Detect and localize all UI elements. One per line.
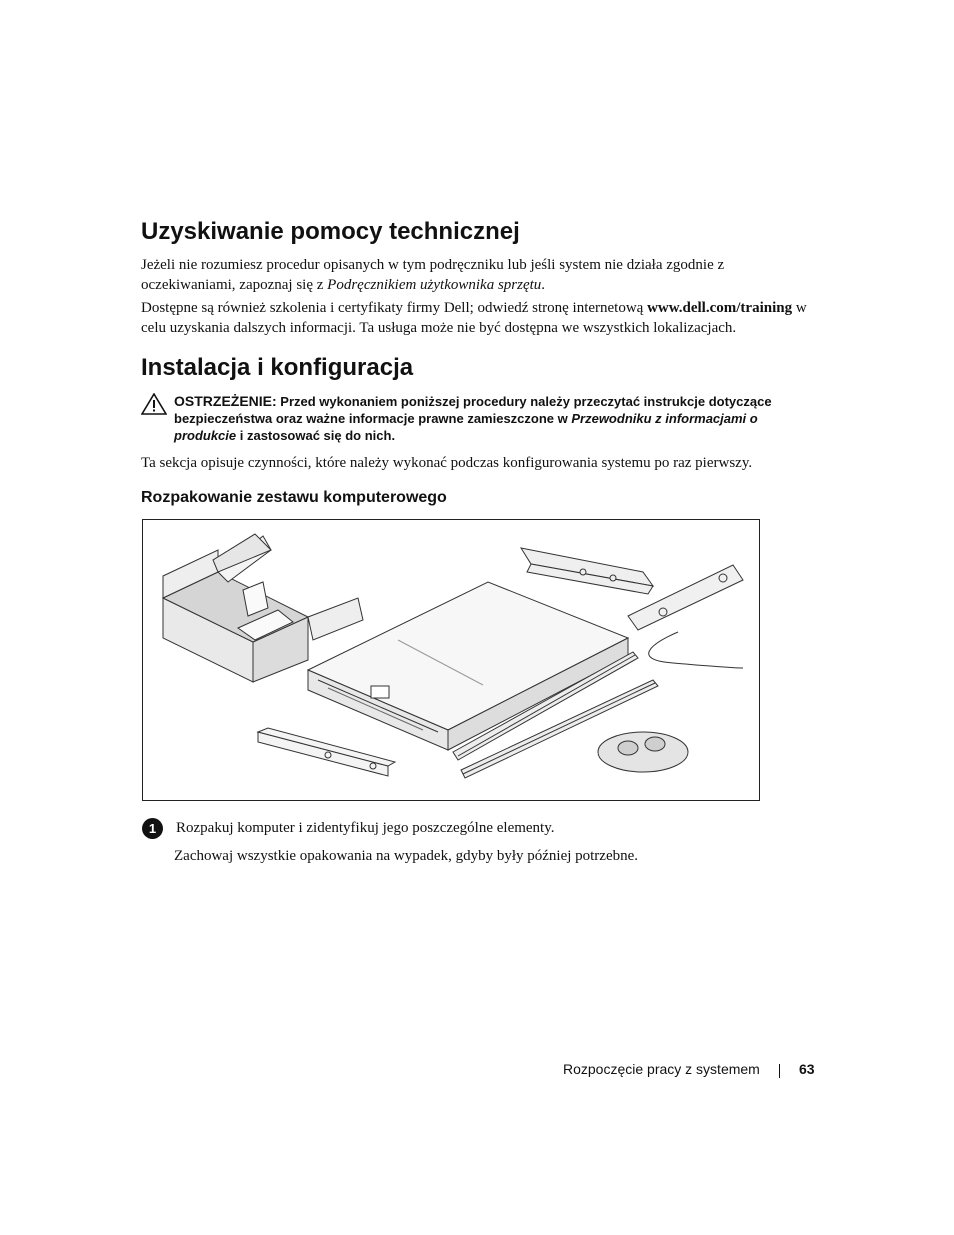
step-number-badge: 1: [142, 818, 163, 839]
user-guide-ref: Podręcznikiem użytkownika sprzętu: [327, 277, 542, 293]
foam-packing-drawing: [598, 732, 688, 772]
cable-arm-drawing: [521, 548, 653, 594]
bezel-drawing: [258, 728, 395, 776]
step-note: Zachowaj wszystkie opakowania na wypadek, gdyby były później potrzebne.: [174, 848, 639, 864]
page-footer: [563, 1061, 823, 1077]
footer-title: Rozpoczęcie pracy z systemem: [563, 1061, 760, 1077]
help-paragraph-1: Jeżeli nie rozumiesz procedur opisanych w tym podręczniku lub jeśli system nie działa zgodnie z oczekiwaniami, zapoznaj się z Podręcznikiem użytkownika sprzętu.: [141, 257, 725, 293]
footer-separator: [779, 1064, 780, 1078]
install-intro: Ta sekcja opisuje czynności, które należy wykonać podczas konfigurowania systemu po raz pierwszy.: [141, 455, 753, 471]
help-paragraph-1-text: Jeżeli nie rozumiesz procedur opisanych w tym podręczniku lub jeśli system nie działa zgodnie z oczekiwaniami, zapoznaj się z: [141, 257, 725, 293]
warning-triangle-icon: [141, 393, 167, 415]
help-paragraph-2: Dostępne są również szkolenia i certyfikaty firmy Dell; odwiedź stronę internetową www.dell.com/training w celu uzyskania dalszych informacji. Ta usługa może nie być dostępna we wszystkich lokalizacjach.: [141, 300, 807, 336]
unpacking-illustration: [142, 519, 760, 801]
step-text: Rozpakuj komputer i zidentyfikuj jego poszczególne elementy.: [176, 820, 555, 836]
page-number: 63: [799, 1061, 815, 1077]
cable-drawing: [649, 632, 743, 668]
section-title-install: Instalacja i konfiguracja: [141, 354, 414, 381]
warning-text: OSTRZEŻENIE: Przed wykonaniem poniższej procedury należy przeczytać instrukcje dotyczące bezpieczeństwa oraz ważne informacje prawne zamieszczone w Przewodniku z informacjami o produkcie i zastosować się do nich.: [174, 393, 772, 443]
section-title-help: Uzyskiwanie pomocy technicznej: [141, 218, 520, 245]
training-link[interactable]: www.dell.com/training: [647, 300, 793, 316]
warning-label: OSTRZEŻENIE:: [174, 393, 277, 409]
subsection-title: Rozpakowanie zestawu komputerowego: [141, 489, 447, 506]
product-info-ref: Przewodniku z informacjami o produkcie: [174, 411, 758, 443]
